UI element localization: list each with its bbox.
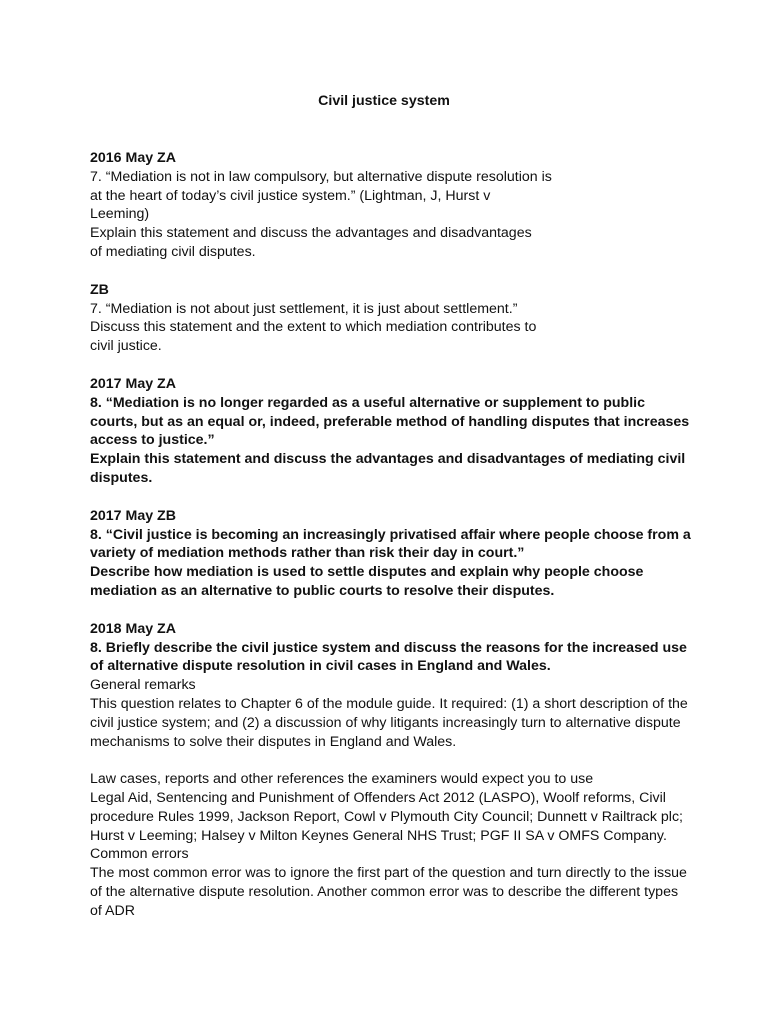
question-line: Explain this statement and discuss the advantages and disadvantages of mediating civil bbox=[90, 451, 686, 468]
section-zb bbox=[90, 281, 690, 356]
section-heading: 2016 May ZA bbox=[90, 150, 176, 166]
common-errors-line: of ADR bbox=[90, 902, 135, 919]
section-2018-may-za bbox=[90, 620, 690, 921]
general-remarks-line: mechanisms to solve their disputes in England and Wales. bbox=[90, 733, 457, 750]
question-line: 7. “Mediation is not in law compulsory, but alternative dispute resolution is bbox=[90, 168, 552, 185]
question-line: 8. “Civil justice is becoming an increasingly privatised affair where people choose from a bbox=[90, 526, 691, 543]
question-line: Discuss this statement and the extent to which mediation contributes to bbox=[90, 319, 537, 336]
section-heading: ZB bbox=[90, 281, 109, 298]
question-line: civil justice. bbox=[90, 338, 162, 355]
general-remarks-line: civil justice system; and (2) a discussion of why litigants increasingly turn to alternative dispute bbox=[90, 714, 681, 731]
question-line: at the heart of today’s civil justice system.” (Lightman, J, Hurst v bbox=[90, 187, 491, 204]
question-line: of mediating civil disputes. bbox=[90, 243, 256, 260]
section-heading: 2017 May ZA bbox=[90, 375, 176, 392]
references-line: procedure Rules 1999, Jackson Report, Cowl v Plymouth City Council; Dunnett v Railtrack plc; bbox=[90, 808, 683, 825]
common-errors-line: of the alternative dispute resolution. Another common error was to describe the different types bbox=[90, 883, 679, 900]
paragraph-gap bbox=[90, 751, 690, 770]
question-line: variety of mediation methods rather than risk their day in court.” bbox=[90, 545, 525, 562]
section-2017-may-za bbox=[90, 375, 690, 488]
section-heading: 2018 May ZA bbox=[90, 620, 176, 637]
question-line: courts, but as an equal or, indeed, preferable method of handling disputes that increases bbox=[90, 413, 690, 430]
question-line: access to justice.” bbox=[90, 432, 215, 449]
general-remarks-line: This question relates to Chapter 6 of the module guide. It required: (1) a short description of the bbox=[90, 695, 688, 712]
section-2016-may-za bbox=[90, 149, 690, 262]
question-line: 7. “Mediation is not about just settlement, it is just about settlement.” bbox=[90, 300, 518, 317]
question-line: of alternative dispute resolution in civil cases in England and Wales. bbox=[90, 658, 551, 675]
question-line: 8. Briefly describe the civil justice system and discuss the reasons for the increased use bbox=[90, 639, 687, 656]
question-line: 8. “Mediation is no longer regarded as a useful alternative or supplement to public bbox=[90, 394, 645, 411]
question-line: Leeming) bbox=[90, 206, 150, 223]
question-line: disputes. bbox=[90, 469, 153, 486]
general-remarks-label: General remarks bbox=[90, 677, 196, 694]
section-2017-may-zb bbox=[90, 507, 690, 601]
common-errors-label: Common errors bbox=[90, 846, 189, 863]
section-heading: 2017 May ZB bbox=[90, 507, 176, 524]
question-line: mediation as an alternative to public courts to resolve their disputes. bbox=[90, 582, 555, 599]
document-body bbox=[90, 149, 690, 939]
common-errors-line: The most common error was to ignore the first part of the question and turn directly to the issue bbox=[90, 865, 687, 882]
document-title: Civil justice system bbox=[318, 93, 450, 109]
question-line: Explain this statement and discuss the advantages and disadvantages bbox=[90, 225, 532, 242]
references-line: Legal Aid, Sentencing and Punishment of Offenders Act 2012 (LASPO), Woolf reforms, Civil bbox=[90, 789, 666, 806]
question-line: Describe how mediation is used to settle disputes and explain why people choose bbox=[90, 564, 644, 581]
references-label: Law cases, reports and other references the examiners would expect you to use bbox=[90, 771, 594, 788]
references-line: Hurst v Leeming; Halsey v Milton Keynes General NHS Trust; PGF II SA v OMFS Company. bbox=[90, 827, 667, 844]
